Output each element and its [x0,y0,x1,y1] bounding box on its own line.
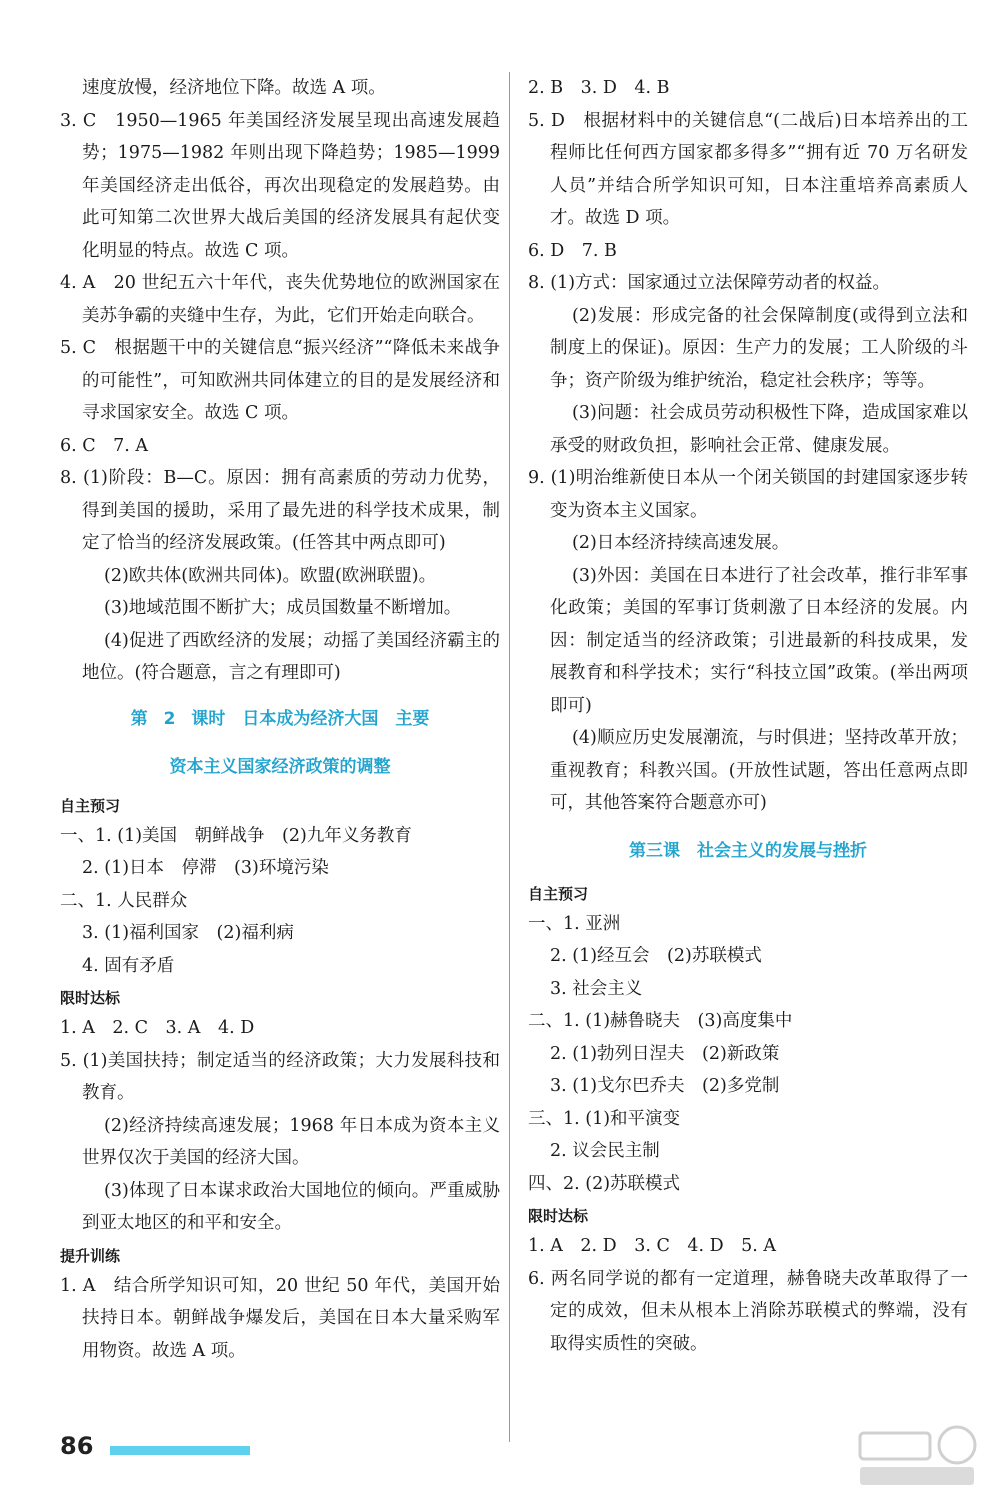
preview-answer: 3. (1)福利国家 (2)福利病 [82,923,294,943]
timed-answer-6: 6. 两名同学说的都有一定道理，赫鲁晓夫改革取得了一定的成效，但未从根本上消除苏联模式的弊端，没有取得实质性的突破。 [528,1268,968,1354]
answer-8-1: 8. (1)阶段：B—C。原因：拥有高素质的劳动力优势，得到美国的援助，采用了最先进的科学技术成果，制定了恰当的经济发展政策。(任答其中两点即可) [60,468,500,553]
column-divider [509,72,510,1442]
section-label-preview: 自主预习 [60,796,121,815]
preview-answer: 2. (1)经互会 (2)苏联模式 [550,946,762,966]
advance-answer-8-3: (3)问题：社会成员劳动积极性下降，造成国家难以承受的财政负担，影响社会正常、健康发展。 [550,403,968,456]
answer-text: 速度放慢，经济地位下降。故选 A 项。 [82,78,386,98]
lesson-heading-line2: 资本主义国家经济政策的调整 [169,756,391,777]
answer-5: 5. C 根据题干中的关键信息“振兴经济”“降低未来战争的可能性”，可知欧洲共同体建立的目的是发展经济和寻求国家安全。故选 C 项。 [60,338,500,423]
left-column [60,72,500,1367]
answer-8-2: (2)欧共体(欧洲共同体)。欧盟(欧洲联盟)。 [104,565,437,586]
advance-answer-9-4: (4)顺应历史发展潮流，与时俱进；坚持改革开放；重视教育；科教兴国。(开放性试题，答出任意两点即可，其他答案符合题意亦可) [550,728,968,813]
timed-answer: 1. A 2. D 3. C 4. D 5. A [528,1236,777,1256]
advance-answer-9-1: 9. (1)明治维新使日本从一个闭关锁国的封建国家逐步转变为资本主义国家。 [528,468,968,521]
timed-answer-5-3: (3)体现了日本谋求政治大国地位的倾向。严重威胁到亚太地区的和平和安全。 [82,1180,500,1233]
right-column [528,72,968,1360]
answer-4: 4. A 20 世纪五六十年代，丧失优势地位的欧洲国家在美苏争霸的夹缝中生存，为此，它们开始走向联合。 [60,273,500,326]
advance-answer-8-1: 8. (1)方式：国家通过立法保障劳动者的权益。 [528,273,891,293]
timed-answer: 1. A 2. C 3. A 4. D [60,1018,255,1038]
preview-answer: 2. (1)日本 停滞 (3)环境污染 [82,858,329,878]
preview-answer: 3. 社会主义 [550,978,643,999]
advance-answer-1: 1. A 结合所学知识可知，20 世纪 50 年代，美国开始扶持日本。朝鲜战争爆发后，美国在日本大量采购军用物资。故选 A 项。 [60,1275,500,1361]
preview-answer: 二、1. (1)赫鲁晓夫 (3)高度集中 [528,1011,793,1031]
advance-answer-8-2: (2)发展：形成完备的社会保障制度(或得到立法和制度上的保证)。原因：生产力的发展；工人阶级的斗争；资产阶级为维护统治，稳定社会秩序；等等。 [550,305,968,391]
advance-answer: 2. B 3. D 4. B [528,78,670,98]
advance-answer-9-2: (2)日本经济持续高速发展。 [572,533,790,553]
answer-6-7: 6. C 7. A [60,435,149,456]
preview-answer: 四、2. (2)苏联模式 [528,1173,681,1194]
section-label-preview: 自主预习 [528,884,589,903]
page-footer [60,1432,93,1460]
section-label-timed: 限时达标 [60,989,121,1007]
answer-8-4: (4)促进了西欧经济的发展；动摇了美国经济霸主的地位。(符合题意，言之有理即可) [82,630,500,683]
answer-8-3: (3)地域范围不断扩大；成员国数量不断增加。 [104,598,462,618]
timed-answer-5-1: 5. (1)美国扶持；制定适当的经济政策；大力发展科技和教育。 [60,1050,500,1103]
answer-3: 3. C 1950—1965 年美国经济发展呈现出高速发展趋势；1975—1982 年则出现下降趋势；1985—1999 年美国经济走出低谷，再次出现稳定的发展趋势。由此可知第二次世界大战后美国的经济发展具有起伏变化明显的特点。故选 C 项。 [60,110,500,261]
preview-answer: 一、1. 亚洲 [528,913,621,934]
section-label-advance: 提升训练 [60,1246,121,1265]
lesson-heading-3: 第三课 社会主义的发展与挫折 [629,840,867,861]
timed-answer-5-2: (2)经济持续高速发展；1968 年日本成为资本主义世界仅次于美国的经济大国。 [82,1115,500,1168]
preview-answer: 4. 固有矛盾 [82,955,175,976]
advance-answer-9-3: (3)外因：美国在日本进行了社会改革，推行非军事化政策；美国的军事订货刺激了日本经济的发展。内因：制定适当的经济政策；引进最新的科技成果，发展教育和科学技术；实行“科技立国”政策。(举出两项即可) [550,565,968,716]
preview-answer: 一、1. (1)美国 朝鲜战争 (2)九年义务教育 [60,825,412,846]
preview-answer: 二、1. 人民群众 [60,890,188,911]
page-number: 86 [60,1432,94,1460]
preview-answer: 三、1. (1)和平演变 [528,1108,681,1129]
preview-answer: 2. 议会民主制 [550,1141,660,1161]
advance-answer: 6. D 7. B [528,240,617,261]
watermark-logo-icon [852,1423,982,1493]
advance-answer-5: 5. D 根据材料中的关键信息“(二战后)日本培养出的工程师比任何西方国家都多得多”“拥有近 70 万名研发人员”并结合所学知识可知，日本注重培养高素质人才。故选 D 项。 [528,110,968,228]
page-number-bar [110,1446,250,1455]
section-label-timed: 限时达标 [528,1207,589,1225]
preview-answer: 3. (1)戈尔巴乔夫 (2)多党制 [550,1076,780,1096]
preview-answer: 2. (1)勃列日涅夫 (2)新政策 [550,1043,780,1064]
lesson-heading-line1: 第 2 课时 日本成为经济大国 主要 [130,708,430,729]
